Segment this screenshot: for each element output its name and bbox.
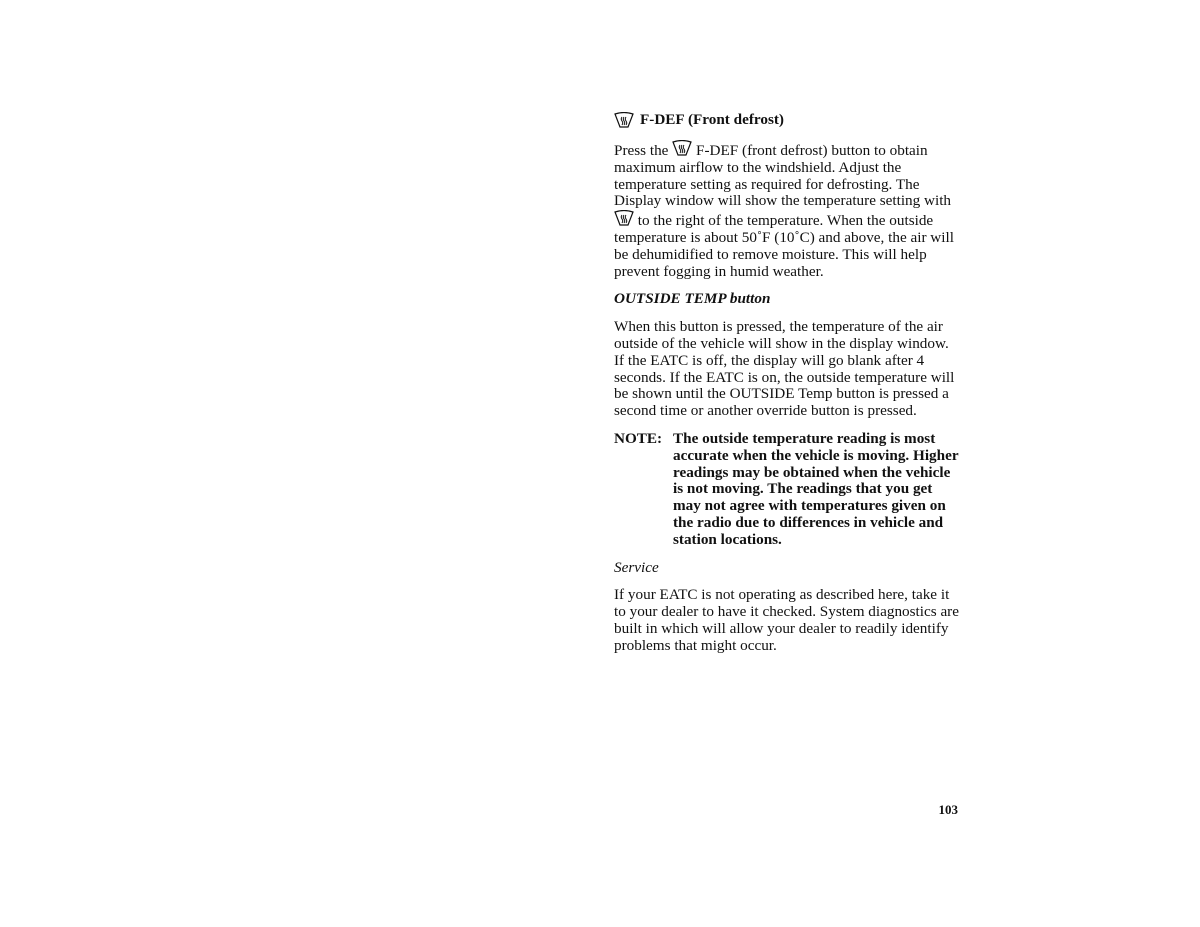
front-defrost-icon — [614, 112, 634, 129]
fdef-body-part3: to the right of the temperature. When the outside temperature is about 50˚F (10˚C) and above, the air will be dehumidified to remove moisture. This will help prevent fogging in humid weather. — [614, 212, 954, 280]
page-number: 103 — [938, 802, 958, 817]
outside-temp-paragraph: When this button is pressed, the temperature of the air outside of the vehicle will show in the display window. If the EATC is off, the display will go blank after 4 seconds. If the EATC is on, the outside temperature will be shown until the OUTSIDE Temp button is pressed a second time or another override button is pressed. — [614, 318, 955, 420]
fdef-title: F-DEF (Front defrost) — [640, 111, 784, 129]
front-defrost-icon — [614, 210, 634, 227]
front-defrost-icon — [672, 140, 692, 157]
fdef-body-part1: Press the — [614, 142, 669, 159]
service-heading: Service — [614, 558, 659, 576]
note-block — [614, 431, 960, 549]
service-paragraph: If your EATC is not operating as described here, take it to your dealer to have it checked. System diagnostics are built in which will allow your dealer to readily identify problems that might occur. — [614, 586, 959, 654]
manual-text-column — [614, 112, 960, 655]
fdef-paragraph — [614, 140, 960, 280]
note-label: NOTE: — [614, 429, 663, 447]
outside-temp-heading: OUTSIDE TEMP button — [614, 290, 771, 308]
note-body: The outside temperature reading is most accurate when the vehicle is moving. Higher readings may be obtained when the vehicle is not moving. The readings that you get may not agree with temperatures given on the radio due to differences in vehicle and station locations. — [673, 429, 959, 548]
fdef-heading — [614, 112, 960, 129]
fdef-body-part2: F-DEF (front defrost) button to obtain maximum airflow to the windshield. Adjust the temperature setting as required for defrosting. The Display window will show the temperature setting with — [614, 142, 952, 210]
